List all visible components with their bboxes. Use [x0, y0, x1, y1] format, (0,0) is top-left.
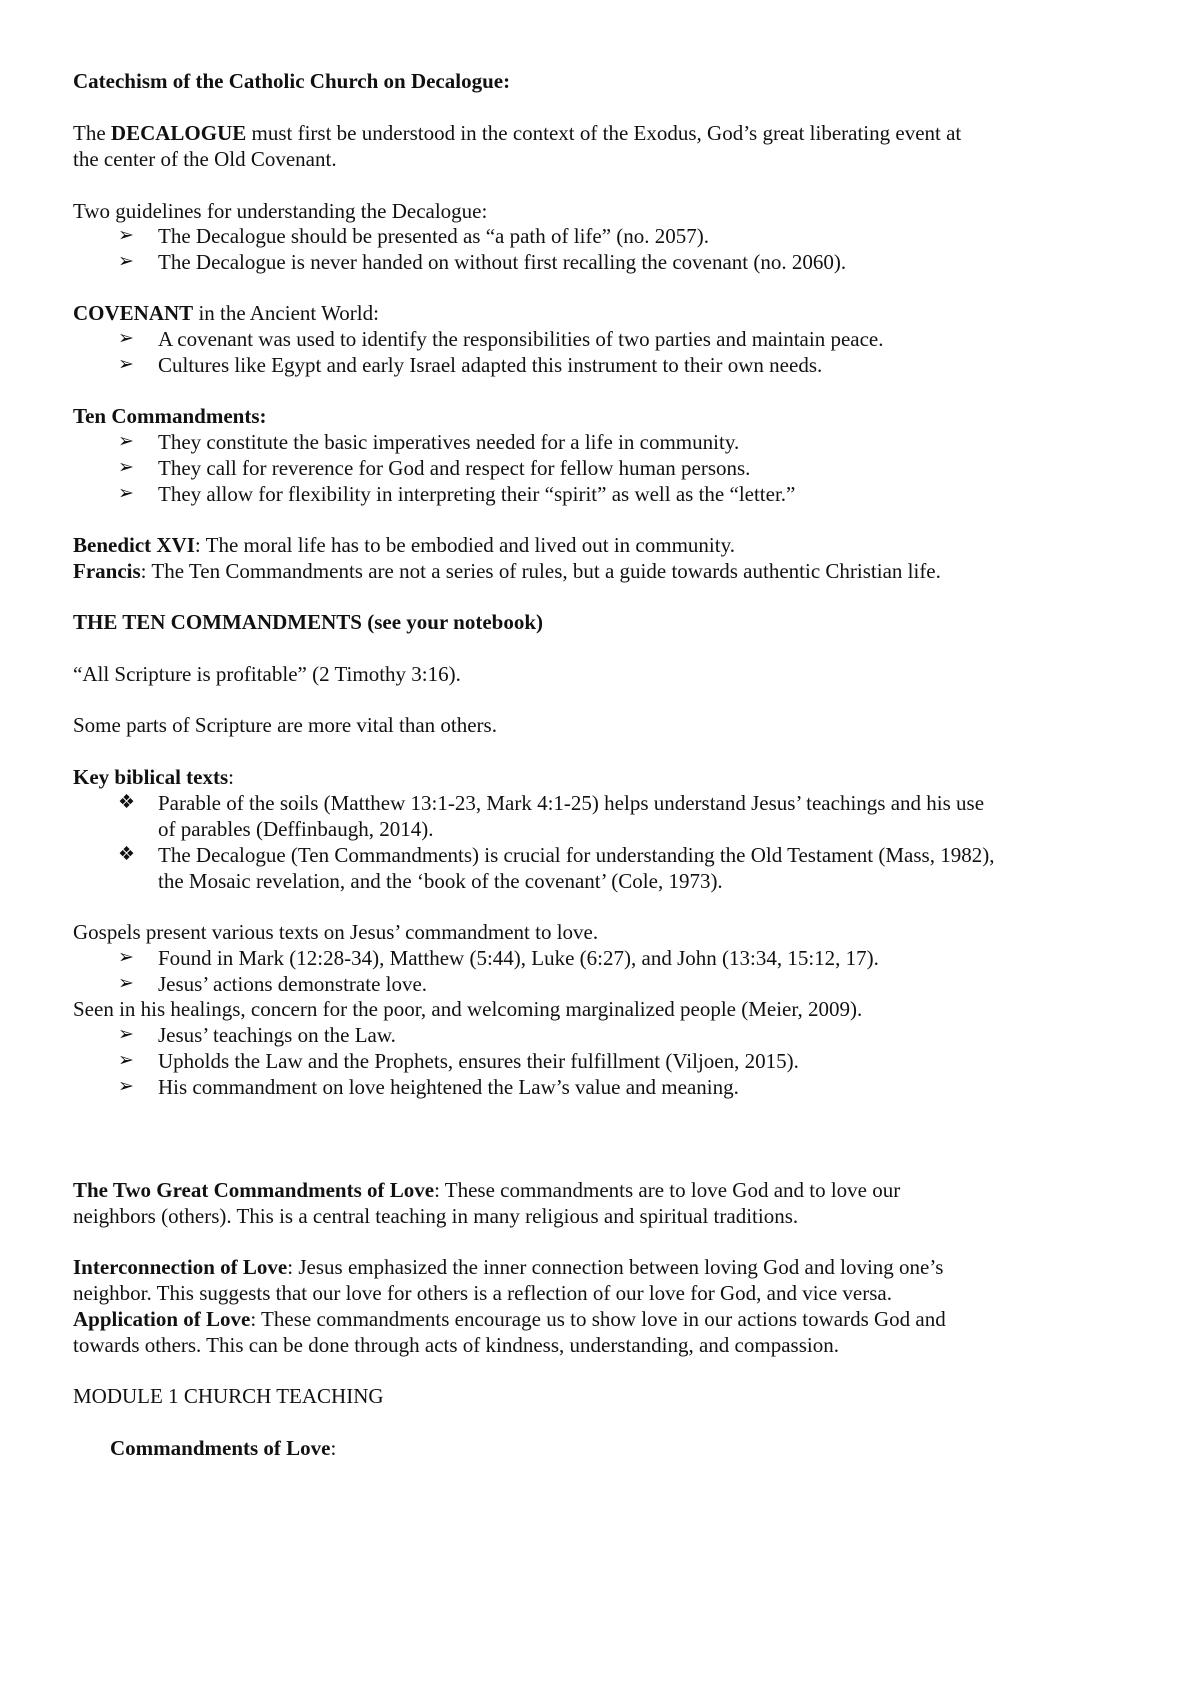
- key-text-item: The Decalogue (Ten Commandments) is crucial for understanding the Old Testament (Mass, 1982),: [158, 843, 995, 867]
- arrow-bullet-icon: ➢: [118, 354, 134, 375]
- intro-line-1: The DECALOGUE must first be understood in the context of the Exodus, God’s great liberating event at: [73, 121, 962, 145]
- diamond-bullet-icon: ❖: [118, 792, 136, 813]
- arrow-bullet-icon: ➢: [118, 973, 134, 994]
- application-line-2: towards others. This can be done through acts of kindness, understanding, and compassion.: [73, 1333, 839, 1357]
- key-texts-title: Key biblical texts:: [73, 765, 234, 789]
- guideline-item: The Decalogue is never handed on without first recalling the covenant (no. 2060).: [158, 250, 847, 274]
- arrow-bullet-icon: ➢: [118, 225, 134, 246]
- arrow-bullet-icon: ➢: [118, 947, 134, 968]
- gospels-item: Jesus’ teachings on the Law.: [158, 1023, 396, 1047]
- two-great-line-1: The Two Great Commandments of Love: These commandments are to love God and to love our: [73, 1178, 901, 1202]
- arrow-bullet-icon: ➢: [118, 483, 134, 504]
- commandments-item: They constitute the basic imperatives needed for a life in community.: [158, 430, 740, 454]
- arrow-bullet-icon: ➢: [118, 457, 134, 478]
- interconnection-line-2: neighbor. This suggests that our love for others is a reflection of our love for God, and vice versa.: [73, 1281, 892, 1305]
- commandments-item: They allow for flexibility in interpreting their “spirit” as well as the “letter.”: [158, 482, 796, 506]
- arrow-bullet-icon: ➢: [118, 1076, 134, 1097]
- commandments-item: They call for reverence for God and respect for fellow human persons.: [158, 456, 751, 480]
- arrow-bullet-icon: ➢: [118, 1024, 134, 1045]
- gospels-item: His commandment on love heightened the Law’s value and meaning.: [158, 1075, 739, 1099]
- gospels-plain-line: Seen in his healings, concern for the poor, and welcoming marginalized people (Meier, 2009).: [73, 997, 863, 1021]
- commandments-of-love-heading: Commandments of Love:: [110, 1436, 337, 1460]
- gospels-item: Jesus’ actions demonstrate love.: [158, 972, 428, 996]
- ten-commandments-heading: THE TEN COMMANDMENTS (see your notebook): [73, 610, 543, 634]
- module-heading: MODULE 1 CHURCH TEACHING: [73, 1384, 384, 1408]
- arrow-bullet-icon: ➢: [118, 251, 134, 272]
- interconnection-line-1: Interconnection of Love: Jesus emphasized the inner connection between loving God and loving one’s: [73, 1255, 944, 1279]
- arrow-bullet-icon: ➢: [118, 431, 134, 452]
- covenant-title: COVENANT in the Ancient World:: [73, 301, 379, 325]
- gospels-item: Upholds the Law and the Prophets, ensures their fulfillment (Viljoen, 2015).: [158, 1049, 799, 1073]
- application-line-1: Application of Love: These commandments encourage us to show love in our actions towards God and: [73, 1307, 946, 1331]
- gospels-item: Found in Mark (12:28-34), Matthew (5:44), Luke (6:27), and John (13:34, 15:12, 17).: [158, 946, 879, 970]
- scripture-parts: Some parts of Scripture are more vital than others.: [73, 713, 497, 737]
- scripture-quote: “All Scripture is profitable” (2 Timothy 3:16).: [73, 662, 461, 686]
- arrow-bullet-icon: ➢: [118, 1050, 134, 1071]
- ten-commandments-title: Ten Commandments:: [73, 404, 267, 428]
- covenant-item: A covenant was used to identify the responsibilities of two parties and maintain peace.: [158, 327, 884, 351]
- gospels-title: Gospels present various texts on Jesus’ commandment to love.: [73, 920, 599, 944]
- key-text-item-cont: of parables (Deffinbaugh, 2014).: [158, 817, 434, 841]
- two-great-line-2: neighbors (others). This is a central teaching in many religious and spiritual traditions.: [73, 1204, 799, 1228]
- francis-quote: Francis: The Ten Commandments are not a series of rules, but a guide towards authentic Christian life.: [73, 559, 941, 583]
- diamond-bullet-icon: ❖: [118, 844, 136, 865]
- key-text-item: Parable of the soils (Matthew 13:1-23, Mark 4:1-25) helps understand Jesus’ teachings and his use: [158, 791, 985, 815]
- key-text-item-cont: the Mosaic revelation, and the ‘book of the covenant’ (Cole, 1973).: [158, 869, 723, 893]
- guidelines-title: Two guidelines for understanding the Decalogue:: [73, 199, 488, 223]
- guideline-item: The Decalogue should be presented as “a path of life” (no. 2057).: [158, 224, 710, 248]
- covenant-item: Cultures like Egypt and early Israel adapted this instrument to their own needs.: [158, 353, 823, 377]
- intro-line-2: the center of the Old Covenant.: [73, 147, 337, 171]
- arrow-bullet-icon: ➢: [118, 328, 134, 349]
- benedict-quote: Benedict XVI: The moral life has to be embodied and lived out in community.: [73, 533, 735, 557]
- page-heading: Catechism of the Catholic Church on Decalogue:: [73, 69, 511, 93]
